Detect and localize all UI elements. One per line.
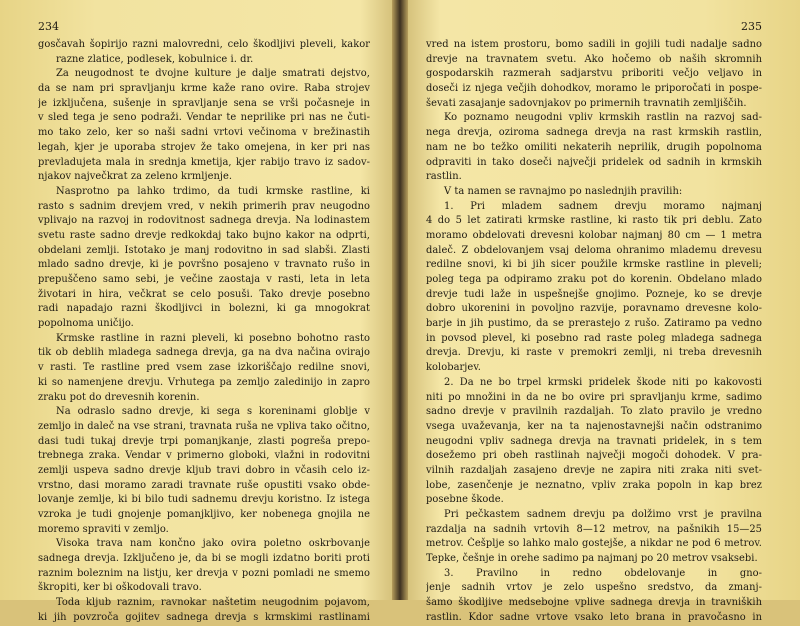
right-page [408,0,800,623]
book-gutter [392,0,408,600]
text-line: trebnega zraka. Vendar v primerno globoki, vlažni in rodovitni [38,450,370,462]
text-line: lovanje zemlje, ki bi bilo tudi sadnemu drevju koristno. Iz istega [38,494,370,506]
text-line: in povsod plevel, ki posebno rad raste poleg mladega sadnega [426,332,762,344]
text-line: Toda kljub raznim, ravnokar naštetim neugodnim pojavom, [56,597,370,609]
text-line: ki jih povzroča gojitev sadnega drevja s krmskimi rastlinami [38,611,370,623]
text-line: nam ne bo težko omiliti nekaterih neprilik, drugih popolnoma [426,141,762,153]
text-line: prepuščeno samo sebi, je večine zaostaja v rasti, leta in leta [38,274,370,285]
text-line: vsega uvaževanja, ker na ta najenostavnejši način odstranimo [426,420,762,432]
text-line: posebne škode. [426,494,504,506]
text-line: kolobarjev. [426,362,481,374]
text-line: životari in hira, večkrat se celo posuši. Tako drevje posebno [38,288,370,300]
text-line: gosčavah šopirijo razni malovredni, celo škodljivi pleveli, kakor [38,39,370,50]
text-line: v sled tega je seno podraži. Vendar te neprilike pri nas ne čuti- [38,112,370,124]
text-line: zraku pot do drevesnih korenin. [38,391,200,403]
text-line: dosežemo pri obeh rastlinah največji mogoči dohodek. V pra- [426,450,762,462]
text-line: dobro ukoreninі in povoljno razvije, poravnamo drevesne kolo- [426,303,762,315]
text-line: neugodni vpliv sadnega drevja na travnati pridelek, in s tem [426,435,762,447]
text-line: svetu raste sadno drevje redkokdaj tako bujno kakor na odprti, [38,229,370,241]
text-line: drevja. Drevju, ki raste v premokri zemlji, ni treba drevesnih [426,347,762,359]
text-line: moremo spraviti v zemljo. [38,523,169,535]
text-line: 4 do 5 let zatirati krmske rastline, ki rasto tik pri deblu. Zato [426,215,762,227]
text-line: doseči iz njega večjih dohodkov, moramo le priporočati in pospe- [426,83,762,95]
text-line: gospodarskih razmerah sadjarstvu priboriti večjo veljavo in [426,68,762,80]
text-line: rastlin. [426,171,462,183]
text-line: Nasprotno pa lahko trdimo, da tudi krmske rastline, ki [56,185,370,197]
text-line: Tepke, češnje in orehe sadimo pa najmanj po 20 metrov vsaksebi. [426,553,758,565]
text-line: v rasti. Te rastline pred vsem zase izkoriščajo redilne snovi, [38,362,370,374]
right-page-number: 235 [741,20,762,33]
text-line: raznim boleznim na listju, ker drevja v pozni pomladi ne smemo [38,567,370,579]
text-line: moramo obdelovati drevesni kolobar najmanj 80 cm — 1 metra [426,229,762,241]
text-line: popolnoma uničijo. [38,318,134,330]
text-line: je izključena, sušenje in spravljanje sena se vrši počasneje in [38,97,370,109]
text-line: drevje tudi laže in uspešnejše gnojimo. Pozneje, ko se drevje [426,288,762,300]
text-line: Za neugodnost te dvojne kulture je dalje smatrati dejstvo, [56,68,370,80]
text-line: vzroka je tudi gnojenje pomanjkljivo, ker nobenega gnojila ne [38,509,370,520]
text-line: mlado sadno drevje, ki je površno posajeno v travnato rušo in [38,259,370,271]
text-line: škropiti, ker bi oškodovali travo. [38,582,202,594]
right-page-text [426,38,762,626]
text-line: sadno drevje v pravilnih razdaljah. To zlato pravilo je vredno [426,406,762,418]
text-line: mo tako zelo, ker so naši sadni vrtovi večinoma v brežinastih [38,127,370,139]
text-line: 3. Pravilno in redno obdelovanje in gno- [444,567,762,579]
text-line: V ta namen se ravnajmo po naslednjih pravilih: [444,185,683,197]
text-line: Krmske rastline in razni pleveli, ki posebno bohotno rasto [56,332,370,344]
text-line: zemlji uspeva sadno drevje kljub travi dobro in včasih celo iz- [38,464,370,476]
text-line: lobe, zasenčenje je neznatno, vpliv zraka popoln in kap brez [426,479,762,491]
text-line: niti po množini in da ne bo ovire pri spravljanju krme, sadimo [426,391,762,403]
left-page-number: 234 [38,20,59,33]
left-page-text [38,38,370,626]
text-line: rastlin. Kdor sadne vrtove vsako leto brana in pravočasno in [426,611,762,623]
text-line: tik ob deblih mladega sadnega drevja, ga na dva načina ovirajo [38,347,370,359]
text-line: drevje na travnatem svetu. Ako hočemo ob naših skromnih [426,53,762,65]
text-line: vplivajo na razvoj in rodovitnost sadnega drevja. Na lodinastem [38,215,370,227]
text-line: zemljo in dalеč na vse strani, travnata ruša ne vpliva tako očitno, [38,420,370,432]
text-line: dasi tudi tukaj drevje trpi pomanjkanje, zlasti pogrešа prepo- [38,435,370,447]
text-line: jenje sadnih vrtov je zelo uspešno sredstvo, da zmanj- [426,582,762,594]
text-line: šamo škodljive medsebojne vplive sadnega drevja in travniških [426,597,762,609]
text-line: 1. Pri mladem sadnem drevju moramo najmanj [444,200,762,212]
text-line: metrov. Češplje so lahko malo gostejše, a nikdar ne pod 6 metrov. [426,538,762,550]
text-line: redilne snovi, ki bi jih sicer použile krmske rastline in pleveli; [426,259,762,271]
text-line: da se nam pri spravljanju krme kaže rano ovire. Raba strojev [38,83,370,95]
text-line: Na odraslo sadno drevje, ki sega s koreninami globlje v [56,406,370,418]
text-line: barje in jih pustimo, da se prerastejo z rušo. Zatiramo pa vedno [426,318,762,330]
text-line: Visoka trava nam končno jako ovira poletno oskrbovanje [56,538,370,550]
text-line: daleč. Z obdelovanjem vsaj deloma ohranimo mlademu drevesu [426,244,762,256]
text-line: njakov največkrat za zeleno krmljenje. [38,171,233,183]
text-line: vred na istem prostoru, bomo sadili in gojili tudi nadalje sadno [426,39,762,50]
text-line: odpraviti in tako doseči največji pridelek od sadnih in krmskih [426,156,762,168]
text-line: sadnega drevja. Izključeno je, da bi se mogli izdatno boriti proti [38,553,370,565]
text-line: vrstno, dasi moramo zaradi travnate ruše opustiti vsako obde- [38,479,370,491]
text-line: nega drevja, oziroma sadnega drevja na rast krmskih rastlin, [426,127,762,139]
text-line: poleg tega pa odpiramo zraku pot do korenin. Obdelano mlado [426,274,762,285]
text-line: rasto s sadnim drevjem vred, v nekih primerih prav neugodno [38,200,370,212]
text-line: prevladujeta mala in srednja kmetija, kjer rabijo travo iz sadov- [38,156,370,168]
text-line: razne zlatice, podlesek, kobulnice i. dr. [56,53,254,65]
left-page [0,0,392,623]
text-line: vilnih razdaljah zasajeno drevje ne zapira niti zraka niti svet- [426,464,762,476]
text-line: obdelani zemlji. Istotako je manj rodovitno in sad slabši. Zlasti [38,244,370,256]
text-line: legah, kjer je uporaba strojev že tako omejena, in ker pri nas [38,141,370,153]
text-line: ki so namenjene drevju. Vrhutega pa zemljo zaledinijo in zapro [38,376,370,388]
text-line: ševati zasajanje sadovnjakov po primernih travnatih zemljiščih. [426,97,747,109]
text-line: radi napadajo razni škodljivci in bolezni, ki ga mnogokrat [38,303,370,315]
text-line: Ko poznamo neugodni vpliv krmskih rastlin na razvoj sad- [444,112,762,124]
text-line: Pri pečkastem sadnem drevju pa dolžimo vrst je pravilna [444,509,762,520]
text-line: razdalja na sadnih vrtovih 8—12 metrov, na pašnikih 15—25 [426,523,762,535]
text-line: 2. Da ne bo trpel krmski pridelek škode niti po kakovosti [444,376,762,388]
